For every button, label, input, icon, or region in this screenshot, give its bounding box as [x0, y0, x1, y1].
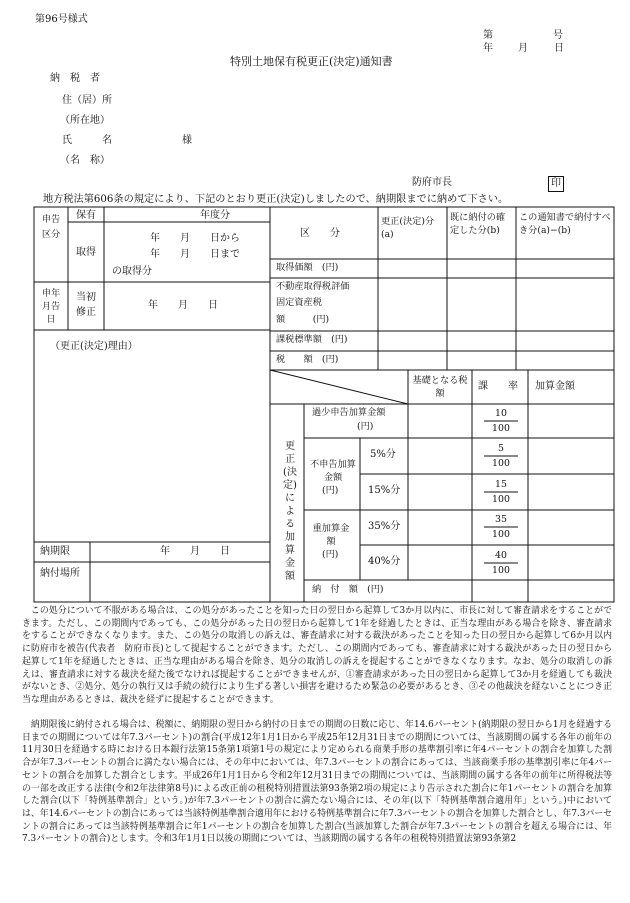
- delinquency-notice-text: 納期限後に納付される場合は、税額に、納期限の翌日から納付の日までの期間の日数に応じ、年14.6パーセント(納期限の翌日から1月を経過する日までの期間については年7.3パーセント)の割合(平成12年1月1日から平成25年12月31日までの期間については、当該期間の属する各年の前年の11月30日を経過する時における日本銀行法第15条第1項第1号の規定により定められる商業手形の基準割引率に年4パーセントの割合を加算した割合が年7.3パーセントの割合に満たない場合には、その年中においては、年7.3パーセントの割合にあっては、当該商業手形の基準割引率に年4パーセントの割合を加算した割合とします。平成26年1月1日から令和2年12月31日までの期間については、当該期間の属する各年の前年に所得税法等の一部を改正する法律(令和2年法律第8号)による改正前の租税特別措置法第93条第2項の規定により告示された割合に年1パーセントの割合を加算した割合(以下「特例基準割合」という。)が年7.3パーセントの割合に満たない場合には、その年(以下「特例基準割合適用年」という。)中においては、年14.6パーセントの割合にあっては当該特例基準割合適用年における特例基準割合に年7.3パーセントの割合を加算した割合とし、年7.3パーセントの割合にあっては当該特例基準割合に年1パーセントの割合を加算した割合(当該加算した割合が年7.3パーセントの割合を超える場合には、年7.3パーセントの割合)とします。令和3年1月1日以後の期間については、当該期間の属する各年の租税特別措置法第93条第2: [22, 720, 612, 845]
- p5-label: 5%分: [370, 449, 396, 460]
- date-month: 月: [518, 43, 528, 54]
- kasho-label: 過少申告加算金額: [312, 407, 386, 418]
- kasan-side-label: 更正(決定)による加算金額: [283, 441, 297, 582]
- ritsu-header: 課 率: [478, 381, 518, 392]
- fushinkoku-label: 不申告加算金額: [310, 459, 356, 483]
- rate-10-den: 100: [492, 423, 510, 434]
- tosho-shusei-label: 当初修正: [76, 292, 96, 318]
- row-fudosan: 不動産取得税評価: [276, 281, 350, 292]
- rate-5-num: 5: [498, 443, 504, 454]
- rate-40-num: 40: [495, 550, 507, 561]
- p35-label: 35%分: [368, 521, 401, 532]
- shinkoku-ymd: 年 月 日: [148, 300, 218, 311]
- row-gaku: 額 (円): [276, 314, 330, 325]
- doc-no-suffix: 号: [553, 30, 563, 41]
- p15-label: 15%分: [368, 485, 401, 496]
- rate-10-num: 10: [495, 408, 507, 419]
- date-from: 年 月 日から: [150, 233, 240, 244]
- location-label: （所在地）: [60, 115, 110, 126]
- rate-15-den: 100: [492, 494, 510, 505]
- row-kotei: 固定資産税: [276, 297, 322, 308]
- kono-tsuchi-header: この通知書で納付すべき分(a)−(b): [519, 212, 611, 236]
- date-to: 年 月 日まで: [150, 249, 240, 260]
- p40-label: 40%分: [368, 556, 401, 567]
- row-shutoku-kakaku: 取得価額 (円): [276, 262, 339, 273]
- form-number: 第96号様式: [35, 14, 88, 25]
- taxpayer-label: 納 税 者: [50, 73, 100, 84]
- kubun-header: 区 分: [300, 228, 340, 239]
- reason-label: （更正(決定)理由）: [50, 341, 138, 352]
- corp-name-label: （名 称）: [60, 155, 110, 166]
- kasan-kingaku-header: 加算金額: [535, 381, 575, 392]
- nofu-basho-label: 納付場所: [40, 568, 80, 579]
- sudeni-header: 既に納付の確定した分(b): [450, 212, 506, 236]
- fushinkoku-unit: (円): [322, 485, 339, 496]
- page-title: 特別土地保有税更正(決定)通知書: [230, 55, 393, 68]
- nokigen-label: 納期限: [40, 546, 70, 557]
- nokigen-date: 年 月 日: [160, 546, 230, 557]
- doc-no-prefix: 第: [483, 30, 493, 41]
- row-zeigaku: 税 額 (円): [276, 354, 339, 365]
- juka-label: 重加算金額: [312, 523, 350, 547]
- address-label: 住（居）所: [62, 95, 112, 106]
- rate-5-den: 100: [492, 458, 510, 469]
- date-day: 日: [554, 43, 564, 54]
- hoyu-label: 保有: [76, 210, 96, 221]
- appeal-notice: [22, 605, 612, 707]
- shinkoku-kubun-label: 申告区分: [41, 214, 61, 240]
- shutokubun-label: の取得分: [112, 266, 152, 277]
- juka-unit: (円): [322, 549, 339, 560]
- nofu-gaku-label: 納 付 額 (円): [312, 584, 384, 595]
- seal-mark: 印: [548, 176, 564, 192]
- kiso-header: 基礎となる税額: [412, 375, 468, 399]
- rate-35-den: 100: [492, 529, 510, 540]
- kasho-unit: (円): [357, 421, 374, 432]
- intro-text: 地方税法第606条の規定により、下記のとおり更正(決定)しましたので、納期限までに納めて下さい。: [43, 194, 509, 205]
- name-label: 氏 名 様: [62, 135, 192, 146]
- rate-35-num: 35: [495, 514, 507, 525]
- shutoku-label: 取得: [76, 247, 96, 258]
- rate-15-num: 15: [495, 479, 507, 490]
- mayor-name: 防府市長: [412, 177, 452, 188]
- date-year: 年: [483, 43, 493, 54]
- delinquency-notice: [22, 719, 612, 846]
- rate-40-den: 100: [492, 565, 510, 576]
- nendobun-label: 年度分: [200, 210, 230, 221]
- kousei-header: 更正(決定)分 (a): [381, 216, 453, 240]
- shinkoku-date-label: 申年月告日: [41, 288, 61, 325]
- appeal-notice-text: この処分について不服がある場合は、この処分があったことを知った日の翌日から起算して3か月以内に、市長に対して審査請求をすることができます。ただし、この期間内であっても、この処分があった日の翌日から起算して1年を経過したときは、正当な理由がある場合を除き、審査請求をすることができなくなります。また、この処分の取消しの訴えは、審査請求に対する裁決があったことを知った日の翌日から起算して6か月以内に防府市を被告(代表者 防府市長)として提起することができます。ただし、この期間内であっても、審査請求に対する裁決があった日の翌日から起算して1年を経過したときは、正当な理由がある場合を除き、処分の取消しの訴えを提起することができなくなります。なお、処分の取消しの訴えは、審査請求に対する裁決を経た後でなければ提起することができませんが、①審査請求があった日の翌日から起算して3か月を経過しても裁決がないとき、②処分、処分の執行又は手続の続行により生ずる著しい損害を避けるため緊急の必要があるとき、③その他裁決を経ないことにつき正当な理由があるときは、裁決を経ずに提起することができます。: [22, 606, 612, 705]
- row-kazei-hyojun: 課税標準額 (円): [276, 334, 348, 345]
